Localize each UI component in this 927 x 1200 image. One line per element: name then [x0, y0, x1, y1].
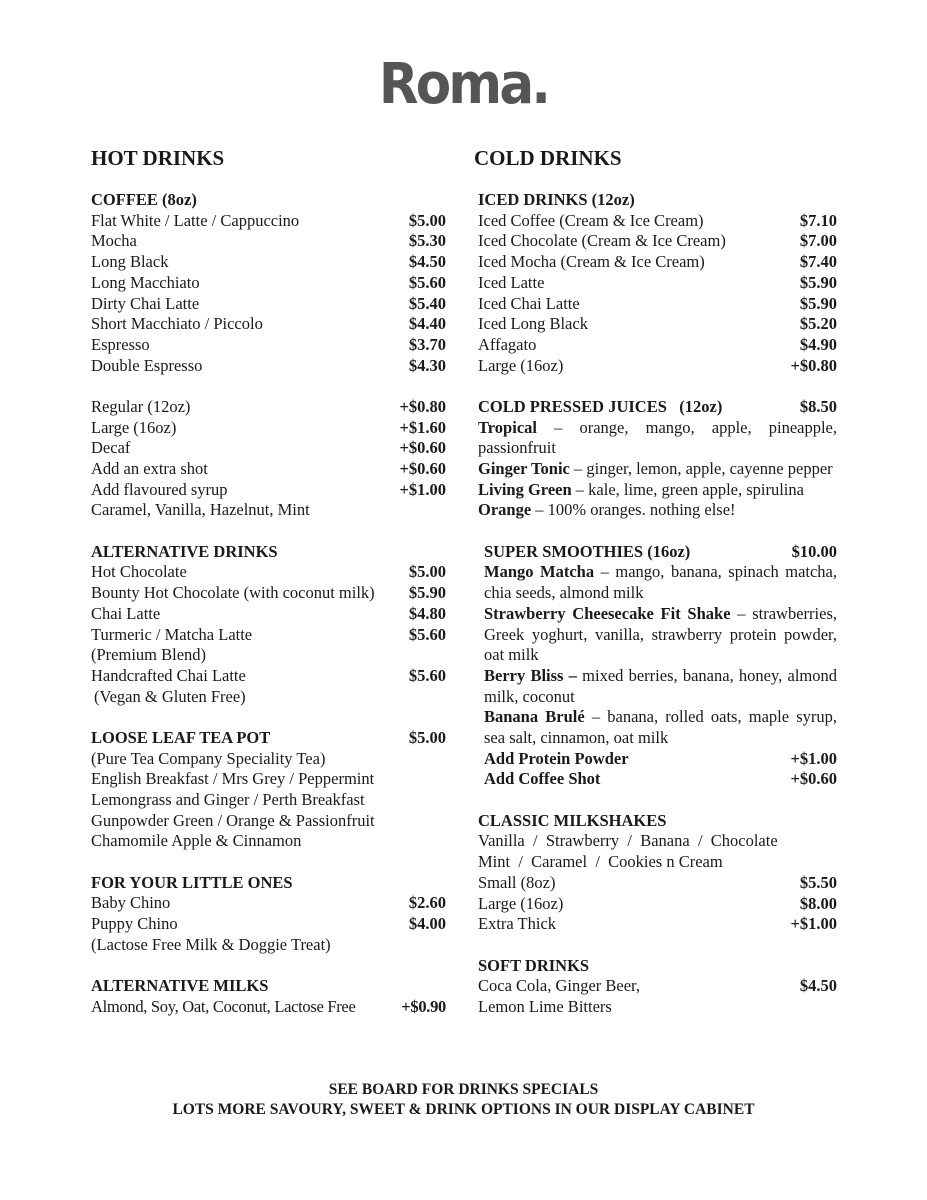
smoothies-section	[478, 542, 837, 790]
soft-drinks-section	[478, 956, 837, 1018]
item-name: Turmeric / Matcha Latte	[91, 624, 253, 644]
item-name: Hot Chocolate	[91, 562, 187, 582]
item-price: $7.10	[799, 210, 837, 230]
item-name: Chai Latte	[91, 603, 161, 623]
menu-item	[91, 294, 446, 315]
menu-item	[91, 893, 446, 914]
tea-lines	[91, 749, 446, 853]
item-name: Berry Bliss –	[484, 665, 577, 685]
footer-cabinet: LOTS MORE SAVOURY, SWEET & DRINK OPTIONS IN OUR DISPLAY CABINET	[172, 1101, 755, 1118]
menu-item	[91, 438, 446, 459]
menu-item	[91, 418, 446, 439]
item-price: $8.00	[799, 893, 837, 913]
item-name: Large (16oz)	[478, 893, 564, 913]
iced-drinks-section	[478, 190, 837, 376]
smoothies-price: $10.00	[791, 541, 837, 561]
item-price: $2.60	[408, 893, 446, 913]
alternative-list	[91, 562, 446, 645]
item-price: $5.60	[408, 272, 446, 292]
text-line: Lemongrass and Ginger / Perth Breakfast	[91, 790, 365, 810]
milkshake-flavours: Mint / Caramel / Cookies n Cream	[478, 852, 723, 872]
menu-item	[91, 252, 446, 273]
item-name: Short Macchiato / Piccolo	[91, 314, 263, 334]
menu-item	[478, 976, 837, 997]
menu-item	[91, 666, 446, 687]
iced-list	[478, 211, 837, 377]
item-name: Iced Long Black	[478, 314, 588, 334]
menu-item	[478, 294, 837, 315]
item-price: $4.90	[799, 334, 837, 354]
text-line: Chamomile Apple & Cinnamon	[91, 831, 302, 851]
coffee-list	[91, 211, 446, 377]
menu-item	[91, 356, 446, 377]
soft-drinks-heading: SOFT DRINKS	[478, 955, 590, 975]
juices-price: $8.50	[799, 396, 837, 416]
milkshake-flavours: Vanilla / Strawberry / Banana / Chocolate	[478, 831, 778, 851]
menu-item	[91, 604, 446, 625]
item-name: Handcrafted Chai Latte	[91, 665, 246, 685]
item-name: Tropical	[478, 417, 537, 437]
soft-drinks-line: Lemon Lime Bitters	[478, 996, 612, 1016]
tea-price: $5.00	[408, 727, 446, 747]
menu-item	[478, 914, 837, 935]
footer-specials: SEE BOARD FOR DRINKS SPECIALS	[328, 1081, 599, 1098]
alternative-heading: ALTERNATIVE DRINKS	[91, 541, 278, 561]
item-name: Extra Thick	[478, 914, 557, 934]
item-name: Dirty Chai Latte	[91, 293, 200, 313]
item-name: Affagato	[478, 334, 537, 354]
item-name: Iced Latte	[478, 272, 545, 292]
item-price: $5.60	[408, 624, 446, 644]
menu-item	[478, 273, 837, 294]
vegan-note: (Vegan & Gluten Free)	[94, 686, 246, 706]
menu-item	[484, 749, 837, 770]
item-description: mixed berries, banana, honey, almond milk, coconut	[484, 665, 837, 706]
syrup-flavours: Caramel, Vanilla, Hazelnut, Mint	[91, 500, 310, 520]
item-name: Mocha	[91, 231, 137, 251]
text-line: English Breakfast / Mrs Grey / Peppermint	[91, 769, 375, 789]
menu-item	[91, 480, 446, 501]
milkshakes-heading: CLASSIC MILKSHAKES	[478, 810, 667, 830]
menu-item	[91, 335, 446, 356]
item-name: Small (8oz)	[478, 872, 556, 892]
item-price: +$1.00	[790, 748, 837, 768]
menu-item	[478, 231, 837, 252]
menu-item	[91, 625, 446, 646]
hot-drinks-column	[91, 146, 446, 1038]
item-price: $5.60	[408, 665, 446, 685]
menu-item	[478, 894, 837, 915]
menu-item	[478, 211, 837, 232]
menu-item	[91, 459, 446, 480]
menu-item	[91, 397, 446, 418]
item-name: Add an extra shot	[91, 459, 208, 479]
item-name: Add flavoured syrup	[91, 479, 228, 499]
item-name: Large (16oz)	[478, 355, 564, 375]
item-name: Iced Coffee (Cream & Ice Cream)	[478, 210, 704, 230]
described-item	[484, 666, 837, 707]
described-item	[478, 418, 837, 459]
item-name: Flat White / Latte / Cappuccino	[91, 210, 300, 230]
item-price: $4.50	[799, 976, 837, 996]
item-price: $7.40	[799, 252, 837, 272]
little-ones-list	[91, 893, 446, 934]
text-line: (Pure Tea Company Speciality Tea)	[91, 748, 326, 768]
menu-item	[91, 273, 446, 294]
menu-item	[478, 252, 837, 273]
item-name: Iced Mocha (Cream & Ice Cream)	[478, 252, 705, 272]
item-name: Espresso	[91, 334, 150, 354]
described-item	[484, 562, 837, 603]
cafe-logo: Roma.	[378, 52, 549, 117]
item-description: – ginger, lemon, apple, cayenne pepper	[569, 459, 833, 479]
item-price: +$0.60	[399, 459, 446, 479]
item-name: Ginger Tonic	[478, 459, 570, 479]
item-name: Bounty Hot Chocolate (with coconut milk)	[91, 583, 375, 603]
item-price: $5.90	[799, 272, 837, 292]
item-price: $4.30	[408, 355, 446, 375]
text-line: Gunpowder Green / Orange & Passionfruit	[91, 810, 375, 830]
item-description: – 100% oranges. nothing else!	[531, 500, 736, 520]
tea-heading: LOOSE LEAF TEA POT $5.00	[91, 727, 446, 747]
little-ones-heading: FOR YOUR LITTLE ONES	[91, 872, 293, 892]
item-name: Add Coffee Shot	[484, 769, 601, 789]
little-ones-note: (Lactose Free Milk & Doggie Treat)	[91, 934, 331, 954]
juices-heading: COLD PRESSED JUICES (12oz) $8.50	[478, 396, 837, 416]
menu-item	[478, 873, 837, 894]
described-item	[484, 604, 837, 666]
described-item	[478, 459, 837, 480]
cold-drinks-title: COLD DRINKS	[474, 146, 622, 170]
item-name: Iced Chocolate (Cream & Ice Cream)	[478, 231, 726, 251]
smoothies-heading: SUPER SMOOTHIES (16oz) $10.00	[484, 541, 837, 561]
menu-item	[91, 583, 446, 604]
item-name: Orange	[478, 500, 532, 520]
menu-item	[91, 997, 446, 1018]
item-name: Coca Cola, Ginger Beer,	[478, 976, 640, 996]
menu-item	[91, 314, 446, 335]
juice-list	[478, 418, 837, 522]
item-price: $4.00	[408, 914, 446, 934]
item-name: Add Protein Powder	[484, 748, 629, 768]
alternative-milks-section	[91, 976, 446, 1017]
item-name: Double Espresso	[91, 355, 203, 375]
item-price: $5.40	[408, 293, 446, 313]
menu-item	[478, 335, 837, 356]
item-price: $5.00	[408, 562, 446, 582]
item-price: +$0.80	[790, 355, 837, 375]
menu-item	[478, 356, 837, 377]
item-name: Puppy Chino	[91, 914, 178, 934]
item-price: +$0.60	[790, 769, 837, 789]
item-name: Decaf	[91, 438, 131, 458]
item-price: $5.90	[408, 583, 446, 603]
item-price: +$1.60	[399, 417, 446, 437]
menu-item	[478, 314, 837, 335]
item-name: Mango Matcha	[484, 562, 595, 582]
item-price: $7.00	[799, 231, 837, 251]
item-name: Living Green	[478, 479, 572, 499]
menu-item	[91, 562, 446, 583]
milkshakes-section	[478, 811, 837, 935]
item-price: $5.50	[799, 872, 837, 892]
described-item	[478, 500, 837, 521]
described-item	[478, 480, 837, 501]
menu-item	[91, 231, 446, 252]
menu-item	[484, 769, 837, 790]
item-price: $5.30	[408, 231, 446, 251]
hot-drinks-title: HOT DRINKS	[91, 146, 225, 170]
item-price: $5.20	[799, 314, 837, 334]
juices-section	[478, 397, 837, 521]
item-price: +$0.90	[401, 996, 446, 1016]
item-price: +$1.00	[399, 479, 446, 499]
item-name: Banana Brulé	[484, 707, 585, 727]
item-description: – banana, rolled oats, maple syrup, sea salt, cinnamon, oat milk	[484, 707, 837, 748]
alternative-drinks-section	[91, 542, 446, 708]
cold-drinks-column	[474, 146, 837, 1038]
item-price: $4.80	[408, 603, 446, 623]
described-item	[484, 707, 837, 748]
item-price: +$0.60	[399, 438, 446, 458]
coffee-heading: COFFEE (8oz)	[91, 190, 197, 209]
coffee-section	[91, 190, 446, 376]
item-description: – mango, banana, spinach matcha, chia seeds, almond milk	[484, 562, 837, 603]
item-name: Iced Chai Latte	[478, 293, 580, 313]
extras-list	[91, 397, 446, 501]
iced-heading: ICED DRINKS (12oz)	[478, 190, 635, 209]
menu-item	[91, 211, 446, 232]
item-price: $5.90	[799, 293, 837, 313]
item-price: $4.50	[408, 252, 446, 272]
milks-heading: ALTERNATIVE MILKS	[91, 976, 269, 996]
tea-section	[91, 728, 446, 852]
item-name: Regular (12oz)	[91, 396, 191, 416]
footer-note	[0, 1080, 927, 1120]
item-description: – strawberries, Greek yoghurt, vanilla, strawberry protein powder, oat milk	[484, 603, 837, 665]
item-price: $5.00	[408, 210, 446, 230]
item-price: +$0.80	[399, 396, 446, 416]
item-price: $3.70	[408, 334, 446, 354]
item-name: Strawberry Cheesecake Fit Shake	[484, 603, 731, 623]
milkshake-sizes	[478, 873, 837, 935]
item-price: +$1.00	[790, 914, 837, 934]
item-description: – orange, mango, apple, pineapple, passionfruit	[478, 417, 837, 458]
smoothie-addons	[484, 749, 837, 790]
coffee-extras-section	[91, 397, 446, 521]
little-ones-section	[91, 873, 446, 956]
item-name: Long Macchiato	[91, 272, 200, 292]
item-name: Almond, Soy, Oat, Coconut, Lactose Free	[91, 996, 356, 1016]
item-description: – kale, lime, green apple, spirulina	[571, 479, 804, 499]
item-name: Large (16oz)	[91, 417, 177, 437]
smoothie-list	[484, 562, 837, 748]
premium-note: (Premium Blend)	[91, 645, 207, 665]
item-name: Baby Chino	[91, 893, 171, 913]
menu-item	[91, 914, 446, 935]
item-name: Long Black	[91, 252, 169, 272]
item-price: $4.40	[408, 314, 446, 334]
